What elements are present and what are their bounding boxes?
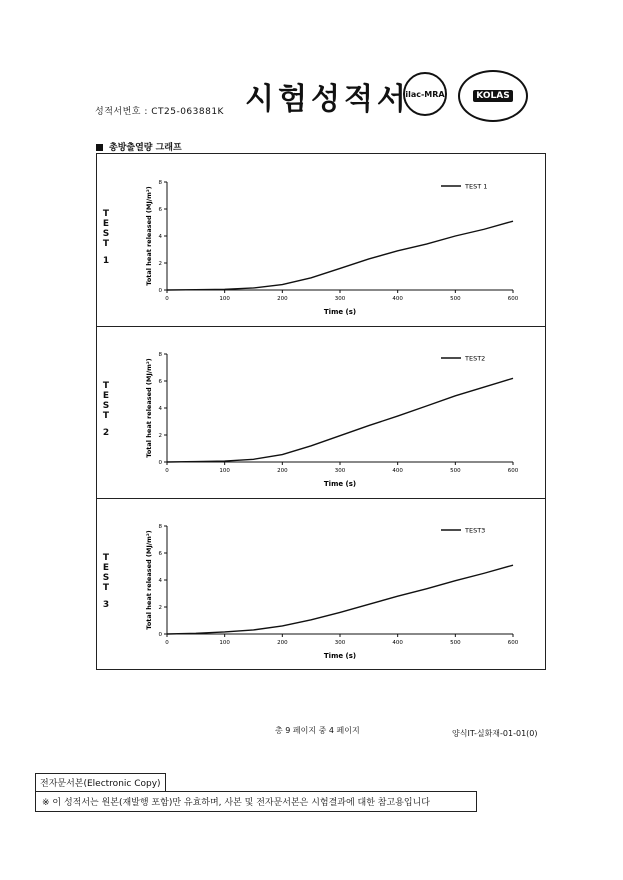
- y-axis-label: Total heat released (MJ/m²): [145, 530, 153, 630]
- x-tick-label: 100: [219, 468, 230, 474]
- validity-note: ※ 이 성적서는 원본(재발행 포함)만 유효하며, 사본 및 전자문서본은 시험결과에 대한 참고용입니다: [35, 791, 477, 812]
- series-line: [167, 378, 513, 462]
- legend-label: TEST2: [465, 354, 486, 363]
- side-number: 1: [102, 256, 110, 266]
- x-tick-label: 500: [450, 640, 461, 646]
- side-label: [97, 553, 115, 610]
- x-tick-label: 500: [450, 468, 461, 474]
- y-tick-label: 4: [158, 406, 162, 412]
- kolas-logo: [458, 70, 528, 122]
- y-tick-label: 0: [158, 632, 162, 638]
- electronic-copy-label: 전자문서본(Electronic Copy): [35, 773, 166, 792]
- side-label: [97, 209, 115, 266]
- x-tick-label: 400: [392, 468, 403, 474]
- x-axis-label: Time (s): [323, 308, 357, 316]
- y-tick-label: 0: [158, 288, 162, 294]
- side-number: 2: [102, 428, 110, 438]
- legend-label: TEST3: [465, 526, 486, 535]
- y-axis-label: Total heat released (MJ/m²): [145, 358, 153, 458]
- y-tick-label: 2: [158, 261, 162, 267]
- x-tick-label: 0: [165, 296, 169, 302]
- x-tick-label: 500: [450, 296, 461, 302]
- y-tick-label: 6: [158, 207, 162, 213]
- x-tick-label: 400: [392, 640, 403, 646]
- x-tick-label: 0: [165, 640, 169, 646]
- y-tick-label: 2: [158, 605, 162, 611]
- x-tick-label: 200: [277, 640, 288, 646]
- side-letters: T E S T: [102, 381, 110, 421]
- x-axis-label: Time (s): [323, 480, 357, 488]
- bullet-square-icon: [96, 144, 103, 151]
- ilac-mra-logo: [403, 72, 447, 116]
- test-panel-3: [97, 498, 545, 669]
- x-tick-label: 600: [507, 468, 519, 474]
- y-tick-label: 8: [158, 524, 162, 530]
- y-tick-label: 0: [158, 460, 162, 466]
- x-axis-label: Time (s): [323, 652, 357, 660]
- test-panel-2: [97, 326, 545, 499]
- form-number: 양식IT-실화재-01-01(0): [452, 729, 538, 738]
- side-letters: T E S T: [102, 553, 110, 593]
- series-line: [167, 565, 513, 634]
- y-tick-label: 4: [158, 234, 162, 240]
- y-tick-label: 8: [158, 352, 162, 358]
- report-number: 성적서번호 : CT25-063881K: [95, 107, 224, 117]
- x-tick-label: 300: [334, 468, 346, 474]
- y-tick-label: 6: [158, 551, 162, 557]
- x-tick-label: 200: [277, 296, 288, 302]
- section-title: [96, 140, 182, 153]
- x-tick-label: 100: [219, 640, 230, 646]
- ilac-logo-text: ilac-MRA: [405, 89, 445, 99]
- document-title: 시험성적서: [245, 82, 410, 117]
- x-tick-label: 600: [507, 640, 519, 646]
- side-label: [97, 381, 115, 438]
- test-panel-1: [97, 154, 545, 327]
- page-indicator: 총 9 페이지 중 4 페이지: [275, 726, 360, 735]
- heat-release-chart-3: [137, 506, 537, 666]
- x-tick-label: 200: [277, 468, 288, 474]
- heat-release-chart-1: [137, 162, 537, 322]
- x-tick-label: 400: [392, 296, 403, 302]
- series-line: [167, 221, 513, 290]
- heat-release-chart-2: [137, 334, 537, 494]
- legend-label: TEST 1: [465, 182, 488, 191]
- y-axis-label: Total heat released (MJ/m²): [145, 186, 153, 286]
- charts-container: [96, 153, 546, 670]
- x-tick-label: 300: [334, 296, 346, 302]
- x-tick-label: 300: [334, 640, 346, 646]
- x-tick-label: 0: [165, 468, 169, 474]
- y-tick-label: 8: [158, 180, 162, 186]
- side-letters: T E S T: [102, 209, 110, 249]
- y-tick-label: 2: [158, 433, 162, 439]
- y-tick-label: 4: [158, 578, 162, 584]
- section-title-text: 총방출열량 그래프: [109, 143, 182, 153]
- side-number: 3: [102, 600, 110, 610]
- kolas-logo-text: KOLAS: [473, 90, 512, 102]
- x-tick-label: 600: [507, 296, 519, 302]
- y-tick-label: 6: [158, 379, 162, 385]
- x-tick-label: 100: [219, 296, 230, 302]
